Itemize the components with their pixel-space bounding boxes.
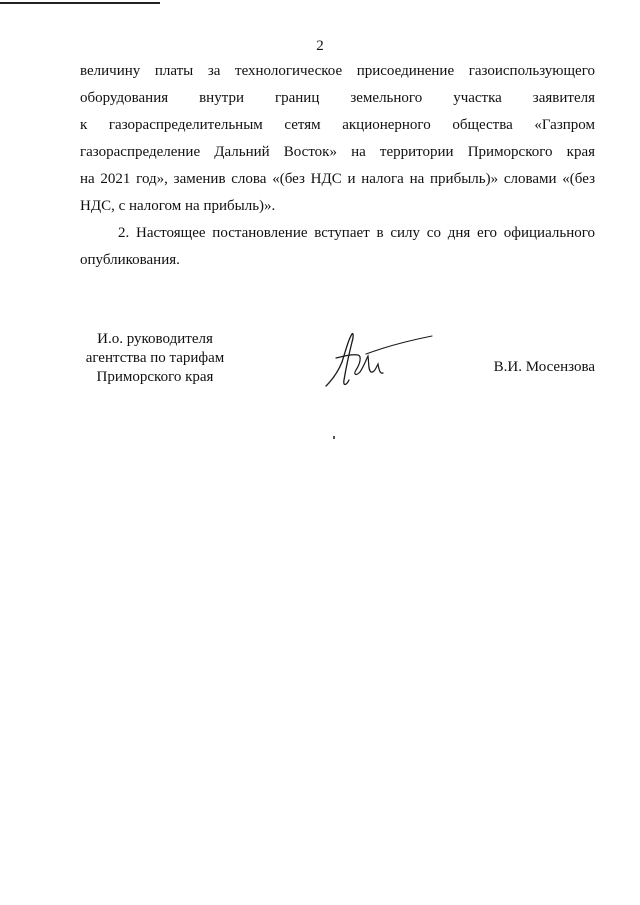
text-line: к газораспределительным сетям акционерного общества «Газпром: [80, 117, 595, 133]
text-line: на 2021 год», заменив слова «(без НДС и налога на прибыль)» словами «(без: [80, 171, 595, 187]
text-line: оборудования внутри границ земельного участка заявителя: [80, 90, 595, 106]
signatory-title-line: И.о. руководителя: [97, 331, 213, 347]
text-line: газораспределение Дальний Восток» на территории Приморского края: [80, 144, 595, 160]
text-line: опубликования.: [80, 252, 180, 268]
signatory-title-line: агентства по тарифам: [85, 350, 225, 366]
page-number: 2: [316, 38, 324, 54]
body-text: [80, 58, 595, 274]
scan-speck: [333, 436, 335, 439]
text-line: величину платы за технологическое присоединение газоиспользующего: [80, 63, 595, 79]
handwritten-signature: [322, 328, 437, 390]
signatory-title: [70, 330, 240, 387]
signatory-title-line: Приморского края: [96, 369, 214, 385]
text-line: 2. Настоящее постановление вступает в силу со дня его официального: [118, 225, 595, 241]
text-line: НДС, с налогом на прибыль)».: [80, 198, 276, 214]
signatory-name: В.И. Мосензова: [493, 359, 595, 375]
top-rule: [0, 2, 160, 4]
